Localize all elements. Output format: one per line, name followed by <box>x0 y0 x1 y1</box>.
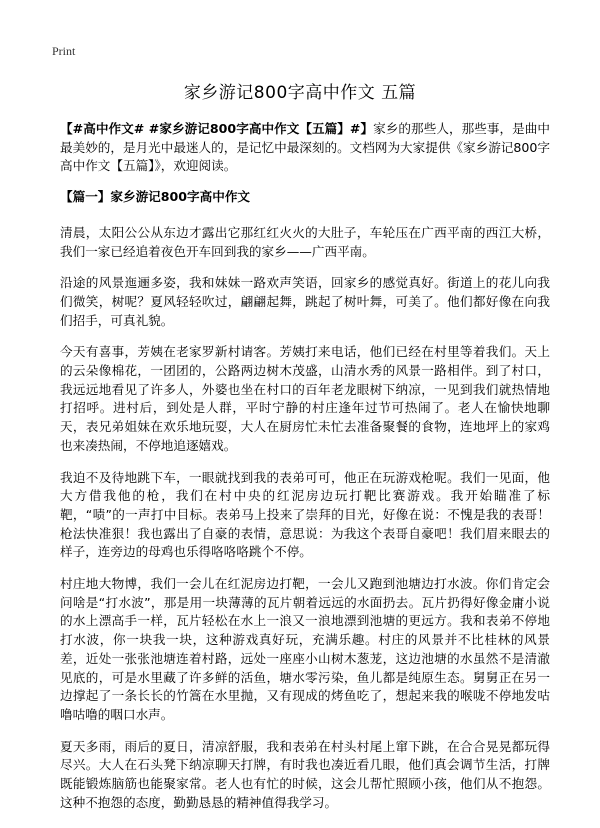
intro-tag-line: 【#高中作文# #家乡游记800字高中作文【五篇】#】 <box>60 121 374 136</box>
section-heading: 【篇一】家乡游记800字高中作文 <box>60 189 251 205</box>
paragraph-5: 村庄地大物博，我们一会儿在红泥房边打靶，一会儿又跑到池塘边打水波。你们肯定会问啥是“打水波”，那是用一块薄薄的瓦片朝着远远的水面扔去。瓦片扔得好像金庸小说的水上漂高手一样，瓦片轻松在水上一浪又一浪地漂到池塘的更远方。我和表弟不停地打水波，你一块我一块，这种游戏真好玩，充满乐趣。村庄的风景并不比桂林的风景差，近处一张张池塘连着村路，远处一座座小山树木葱茏，这边池塘的水虽然不是清澈见底的，可是水里藏了许多鲜的活鱼，塘水零污染，鱼儿都是纯原生态。舅舅正在另一边撑起了一条长长的竹篙在水里抛，又有现成的烤鱼吃了，想起来我的喉咙不停地发咕噜咕噜的咽口水声。 <box>60 576 550 722</box>
page-title: 家乡游记800字高中作文 五篇 <box>183 83 417 103</box>
intro-paragraph <box>60 120 550 176</box>
intro-text: 家乡的那些人，那些事，是曲中最美妙的，是月光中最迷人的，是记忆中最深刻的。文档网为大家提供《家乡游记800字高中作文【五篇】》，欢迎阅读。 <box>60 121 551 174</box>
paragraph-2: 沿途的风景迤逦多姿，我和妹妹一路欢声笑语，回家乡的感觉真好。街道上的花儿向我们微笑，树呢？夏风轻轻吹过，翩翩起舞，跳起了树叶舞，可美了。他们都好像在向我们招手，可真礼貌。 <box>60 275 550 328</box>
paragraph-3: 今天有喜事，芳姨在老家罗新村请客。芳姨打来电话，他们已经在村里等着我们。天上的云朵像棉花，一团团的，公路两边树木茂盛，山清水秀的风景一路相伴。到了村口，我远远地看见了许多人，外婆也坐在村口的百年老龙眼树下纳凉，一见到我们就热情地打招呼。进村后，到处是人群，平时宁静的村庄逢年过节可热闹了。老人在愉快地聊天，表兄弟姐妹在欢乐地玩耍，大人在厨房忙未忙去准备聚餐的食物，连地坪上的家鸡也来凑热闹，不停地追逐嬉戏。 <box>60 344 550 453</box>
paragraph-1: 清晨，太阳公公从东边才露出它那红红火火的大肚子，车轮压在广西平南的西江大桥，我们一家已经追着夜色开车回到我的家乡——广西平南。 <box>60 224 550 259</box>
article-body <box>60 120 550 826</box>
print-label: Print <box>52 44 76 58</box>
paragraph-6: 夏天多雨，雨后的夏日，清凉舒服，我和表弟在村头村尾上窜下跳，在合合晃晃都玩得尽兴。大人在石头凳下纳凉聊天打牌，有时我也凑近看几眼，他们真会调节生活，打牌既能锻炼脑筋也能聚家常。老人也有忙的时候，这会儿帮忙照顾小孩，他们从不抱怨。这种不抱怨的态度，勤勤恳恳的精神值得我学习。 <box>60 738 550 810</box>
paragraph-4: 我迫不及待地跳下车，一眼就找到我的表弟可可，他正在玩游戏枪呢。我们一见面，他大方借我他的枪，我们在村中央的红泥房边玩打靶比赛游戏。我开始瞄准了标靶，“啧”的一声打中目标。表弟马上投来了崇拜的目光，好像在说：不愧是我的表哥！枪法快准狠！我也露出了自豪的表情，意思说：为我这个表哥自豪吧！我们眉来眼去的样子，连旁边的母鸡也乐得咯咯咯跳个不停。 <box>60 469 550 560</box>
